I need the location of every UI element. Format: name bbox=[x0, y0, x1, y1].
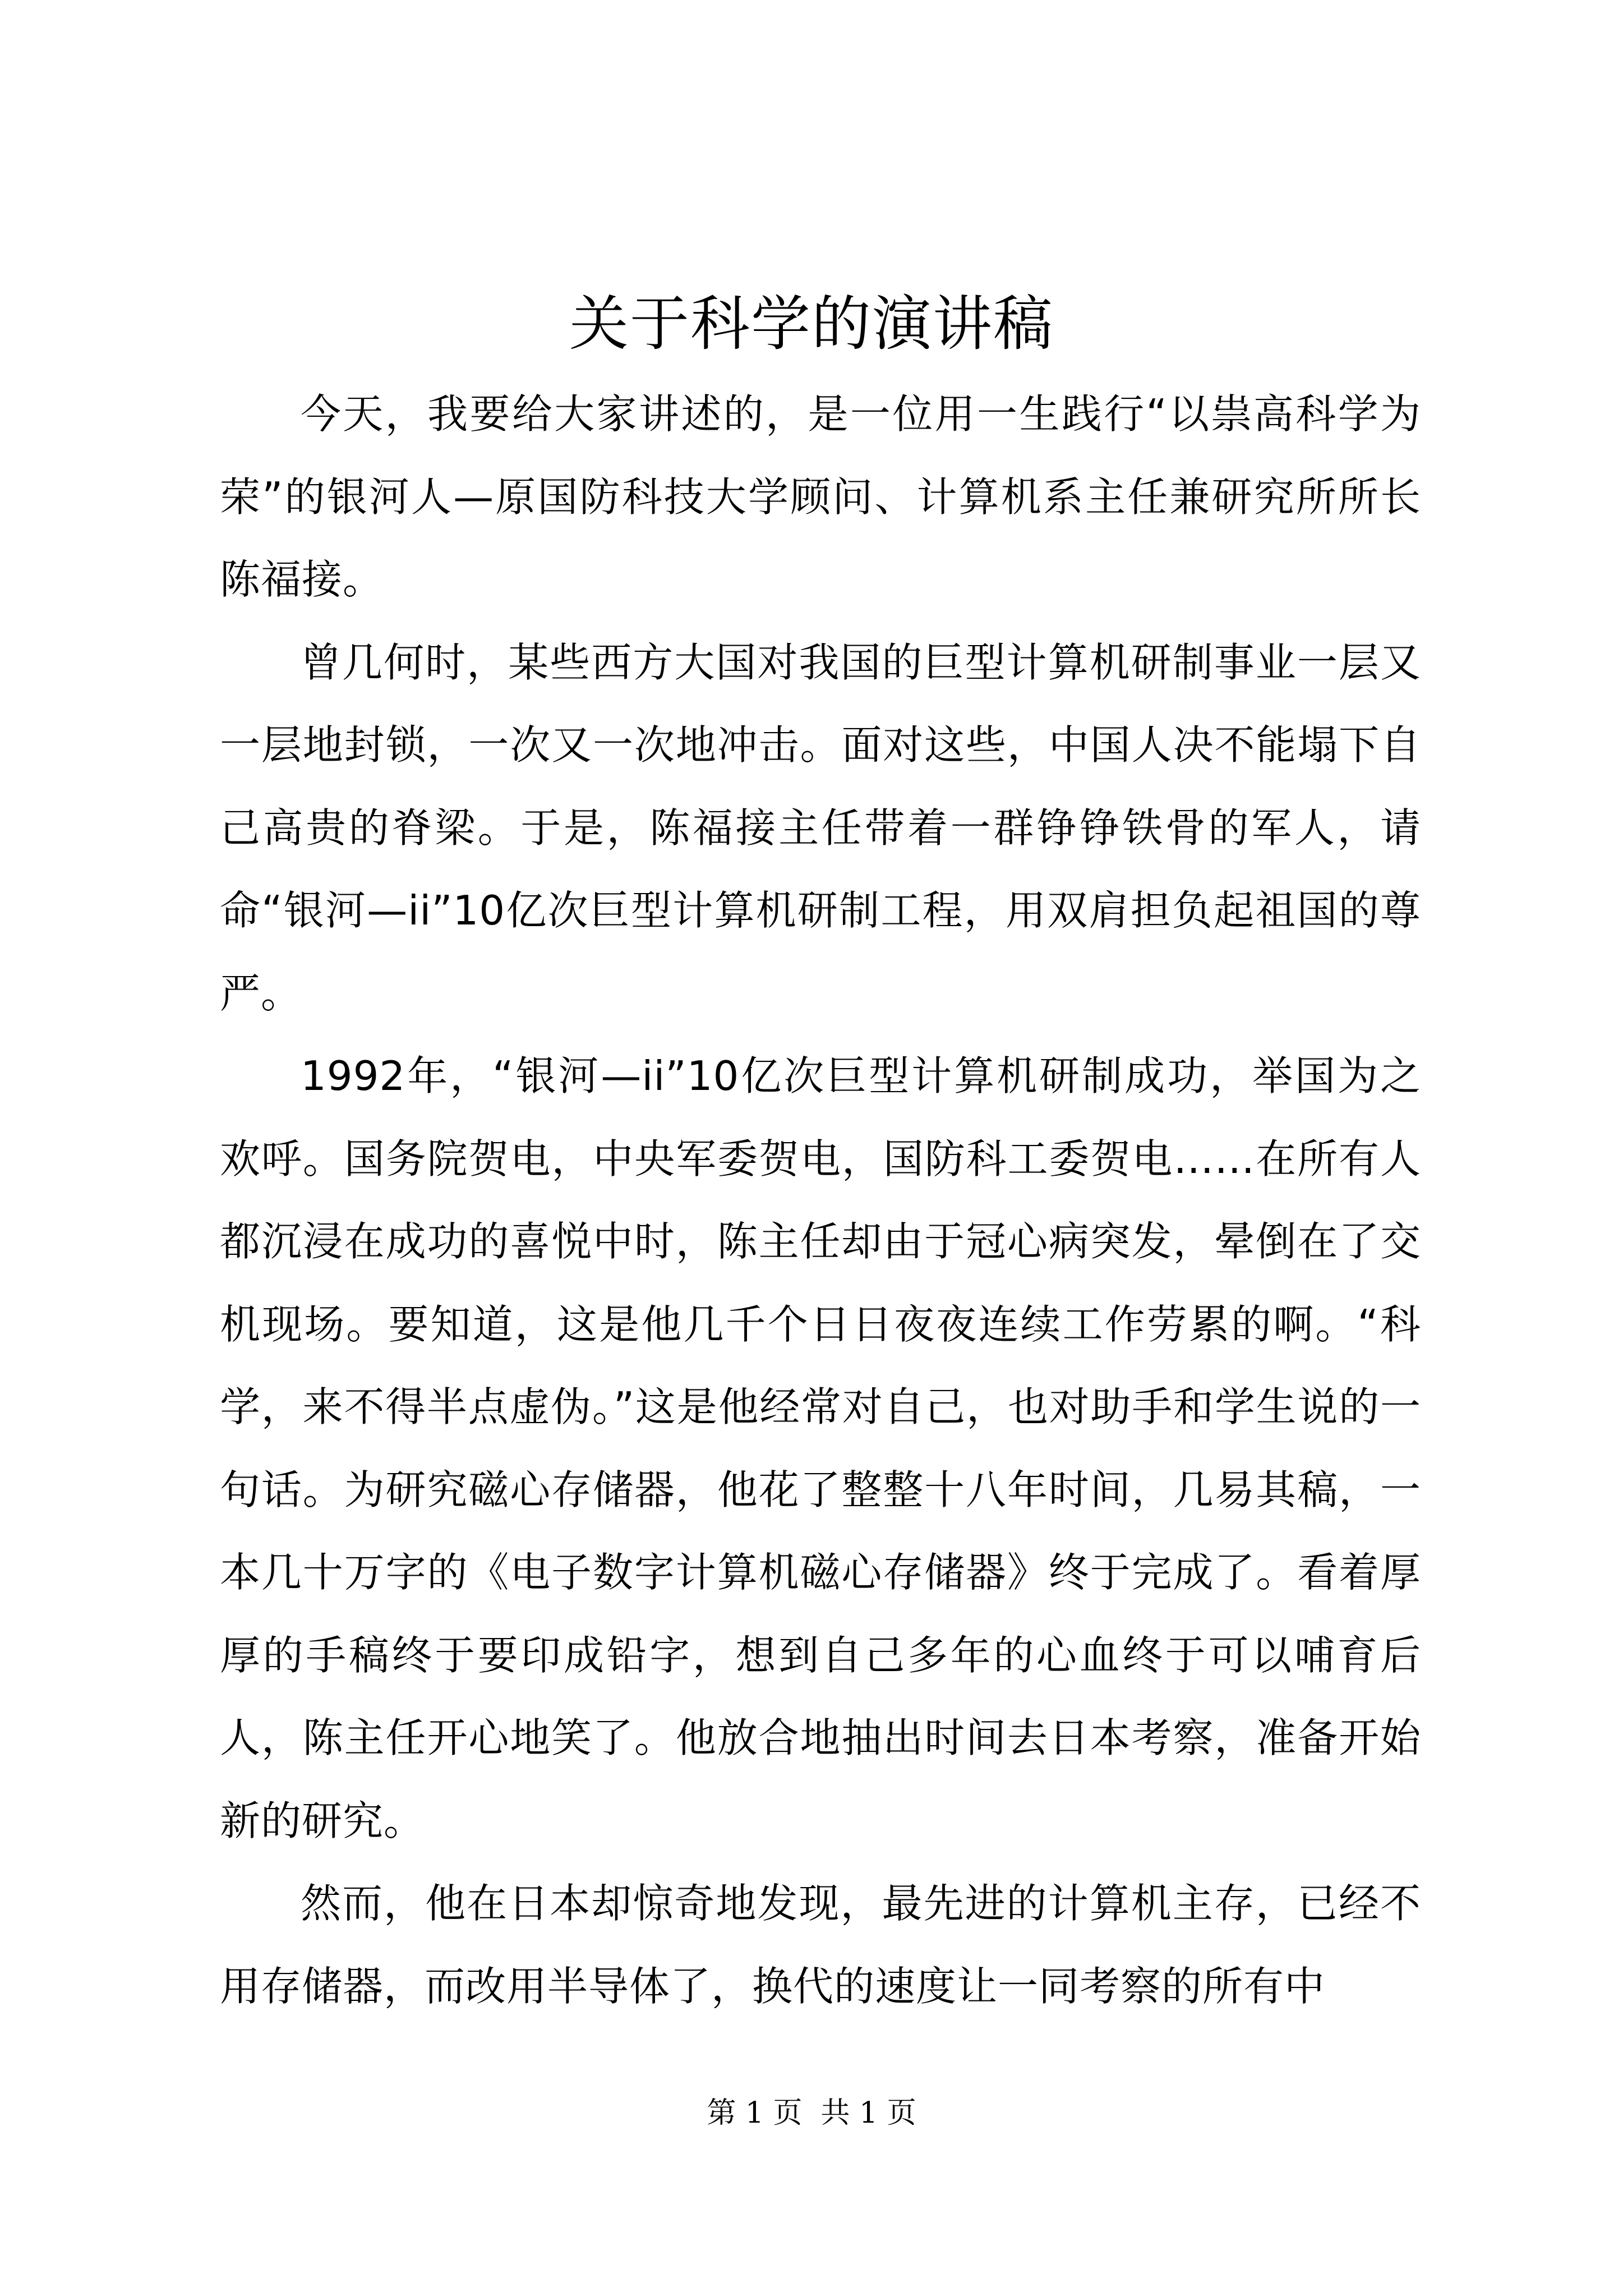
document-title: 关于科学的演讲稿 bbox=[569, 289, 1054, 358]
paragraph: 1992年，“银河—ii”10亿次巨型计算机研制成功，举国为之欢呼。国务院贺电，中央军委贺电，国防科工委贺电……在所有人都沉浸在成功的喜悦中时，陈主任却由于冠心病突发，晕倒在了交机现场。要知道，这是他几千个日日夜夜连续工作劳累的啊。“科学，来不得半点虚伪。”这是他经常对自己，也对助手和学生说的一句话。为研究磁心存储器，他花了整整十八年时间，几易其稿，一本几十万字的《电子数字计算机磁心存储器》终于完成了。看着厚厚的手稿终于要印成铅字，想到自己多年的心血终于可以哺育后人，陈主任开心地笑了。他放合地抽出时间去日本考察，准备开始新的研究。 bbox=[220, 1052, 1421, 1844]
paragraph: 今天，我要给大家讲述的，是一位用一生践行“以祟高科学为荣”的银河人—原国防科技大学顾问、计算机系主任兼研究所所长陈福接。 bbox=[220, 390, 1421, 603]
page-number-label: 第 1 页 共 1 页 bbox=[707, 2096, 916, 2130]
paragraph: 然而，他在日本却惊奇地发现，最先进的计算机主存，已经不用存储器，而改用半导体了，换代的速度让一同考察的所有中 bbox=[220, 1880, 1421, 2010]
page-footer bbox=[0, 2093, 1623, 2133]
document-body bbox=[220, 373, 1421, 2028]
paragraph: 曾几何时，某些西方大国对我国的巨型计算机研制事业一层又一层地封锁，一次又一次地冲击。面对这些，中国人决不能塌下自己高贵的脊梁。于是，陈福接主任带着一群铮铮铁骨的军人，请命“银河—ii”10亿次巨型计算机研制工程，用双肩担负起祖国的尊严。 bbox=[220, 638, 1421, 1017]
